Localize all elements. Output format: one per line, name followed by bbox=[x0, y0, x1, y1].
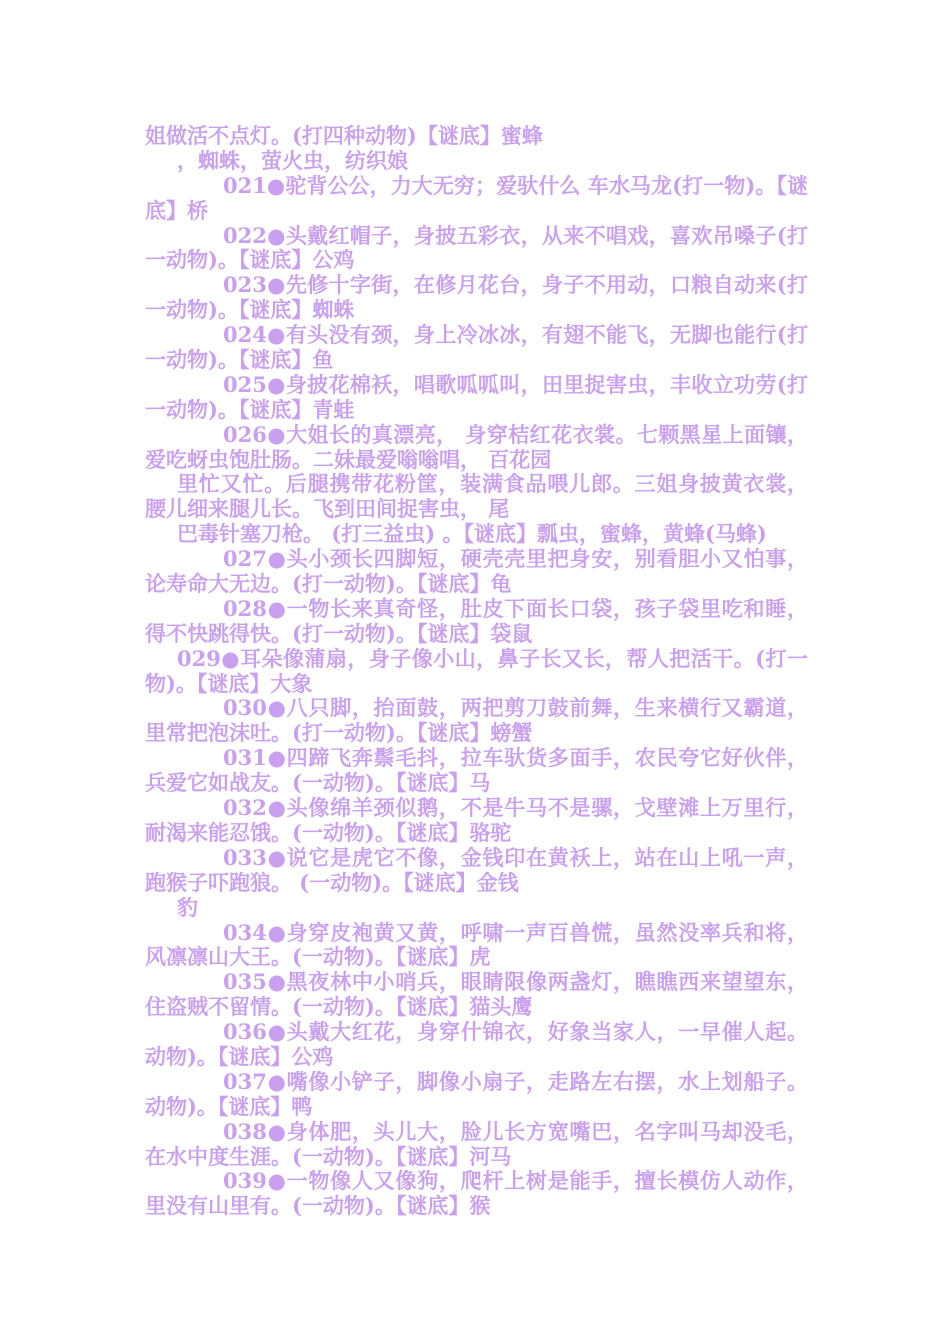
text-line: 姐做活不点灯。(打四种动物)【谜底】蜜蜂 bbox=[145, 123, 543, 148]
text-line: 论寿命大无边。(打一动物)。【谜底】龟 bbox=[145, 571, 512, 597]
text-line: 022●头戴红帽子，身披五彩衣，从来不唱戏，喜欢吊嗓子(打 bbox=[223, 223, 808, 248]
text-line: 动物)。【谜底】鸭 bbox=[145, 1093, 313, 1119]
text-line: 029●耳朵像蒲扇，身子像小山，鼻子长又长，帮人把活干。(打一 bbox=[177, 646, 808, 671]
text-line: 动物)。【谜底】公鸡 bbox=[145, 1043, 334, 1069]
text-line: 032●头像绵羊颈似鹅，不是牛马不是骡，戈壁滩上万里行， bbox=[223, 796, 808, 821]
text-line: 027●头小颈长四脚短，硬壳壳里把身安，别看胆小又怕事， bbox=[223, 547, 808, 572]
text-line: 在水中度生涯。(一动物)。【谜底】河马 bbox=[145, 1143, 512, 1169]
text-line: 023●先修十字街，在修月花台，身子不用动，口粮自动来(打 bbox=[223, 273, 808, 298]
text-line: 腰儿细来腿儿长。飞到田间捉害虫， 尾 bbox=[145, 496, 510, 522]
text-line: 034●身穿皮袍黄又黄，呼啸一声百兽慌，虽然没率兵和将， bbox=[223, 920, 808, 945]
text-line: 035●黑夜林中小哨兵，眼睛限像两盏灯，瞧瞧西来望望东， bbox=[223, 970, 808, 995]
text-line: 里忙又忙。后腿携带花粉筐，装满食品喂儿郎。三姐身披黄衣裳， bbox=[177, 472, 808, 497]
text-line: 爱吃蚜虫饱肚肠。二妹最爱嗡嗡唱， 百花园 bbox=[145, 446, 552, 472]
text-line: 物)。【谜底】大象 bbox=[145, 670, 313, 696]
text-line: 031●四蹄飞奔鬃毛抖，拉车驮货多面手，农民夸它好伙伴， bbox=[223, 746, 808, 771]
text-line: 耐渴来能忍饿。(一动物)。【谜底】骆驼 bbox=[145, 819, 512, 845]
text-line: 里没有山里有。(一动物)。【谜底】猴 bbox=[145, 1193, 491, 1219]
text-line: 021●驼背公公，力大无穷；爱驮什么 车水马龙(打一物)。【谜 bbox=[223, 173, 808, 198]
text-line: 024●有头没有颈，身上冷冰冰，有翅不能飞，无脚也能行(打 bbox=[223, 323, 808, 348]
text-line: 得不快跳得快。(打一动物)。【谜底】袋鼠 bbox=[145, 620, 533, 646]
text-line: 兵爱它如战友。(一动物)。【谜底】马 bbox=[145, 770, 491, 796]
text-line: 里常把泡沫吐。(打一动物)。【谜底】螃蟹 bbox=[145, 720, 533, 746]
text-line: 026●大姐长的真漂亮， 身穿桔红花衣裳。七颗黑星上面镶， bbox=[223, 422, 808, 447]
text-line: 036●头戴大红花，身穿什锦衣，好象当家人，一早催人起。 bbox=[223, 1020, 808, 1045]
text-line: ，蜘蛛，萤火虫，纺织娘 bbox=[177, 147, 408, 173]
text-line: 033●说它是虎它不像，金钱印在黄袄上，站在山上吼一声， bbox=[223, 845, 808, 870]
text-line: 一动物)。【谜底】鱼 bbox=[145, 347, 334, 373]
text-line: 039●一物像人又像狗，爬杆上树是能手，擅长模仿人动作， bbox=[223, 1169, 808, 1194]
text-line: 跑猴子吓跑狼。 (一动物)。【谜底】金钱 bbox=[145, 869, 519, 895]
text-line: 030●八只脚，抬面鼓，两把剪刀鼓前舞，生来横行又霸道， bbox=[223, 696, 808, 721]
document-page bbox=[145, 124, 808, 1219]
text-line: 一动物)。【谜底】公鸡 bbox=[145, 247, 355, 273]
text-line: 住盗贼不留情。(一动物)。【谜底】猫头鹰 bbox=[145, 994, 533, 1020]
text-line: 豹 bbox=[177, 894, 198, 920]
text-line: 一动物)。【谜底】蜘蛛 bbox=[145, 297, 355, 323]
text-line: 025●身披花棉袄，唱歌呱呱叫，田里捉害虫，丰收立功劳(打 bbox=[223, 372, 808, 397]
text-line: 风凛凛山大王。(一动物)。【谜底】虎 bbox=[145, 944, 491, 970]
text-line: 038●身体肥，头儿大，脸儿长方宽嘴巴，名字叫马却没毛， bbox=[223, 1119, 808, 1144]
text-line: 028●一物长来真奇怪，肚皮下面长口袋，孩子袋里吃和睡， bbox=[223, 596, 808, 621]
text-line: 037●嘴像小铲子，脚像小扇子，走路左右摆，水上划船子。 bbox=[223, 1069, 808, 1094]
text-line: 巴毒针塞刀枪。 (打三益虫) 。【谜底】瓢虫，蜜蜂，黄蜂(马蜂) bbox=[177, 521, 767, 547]
text-line: 底】桥 bbox=[145, 197, 208, 223]
text-line: 一动物)。【谜底】青蛙 bbox=[145, 396, 355, 422]
